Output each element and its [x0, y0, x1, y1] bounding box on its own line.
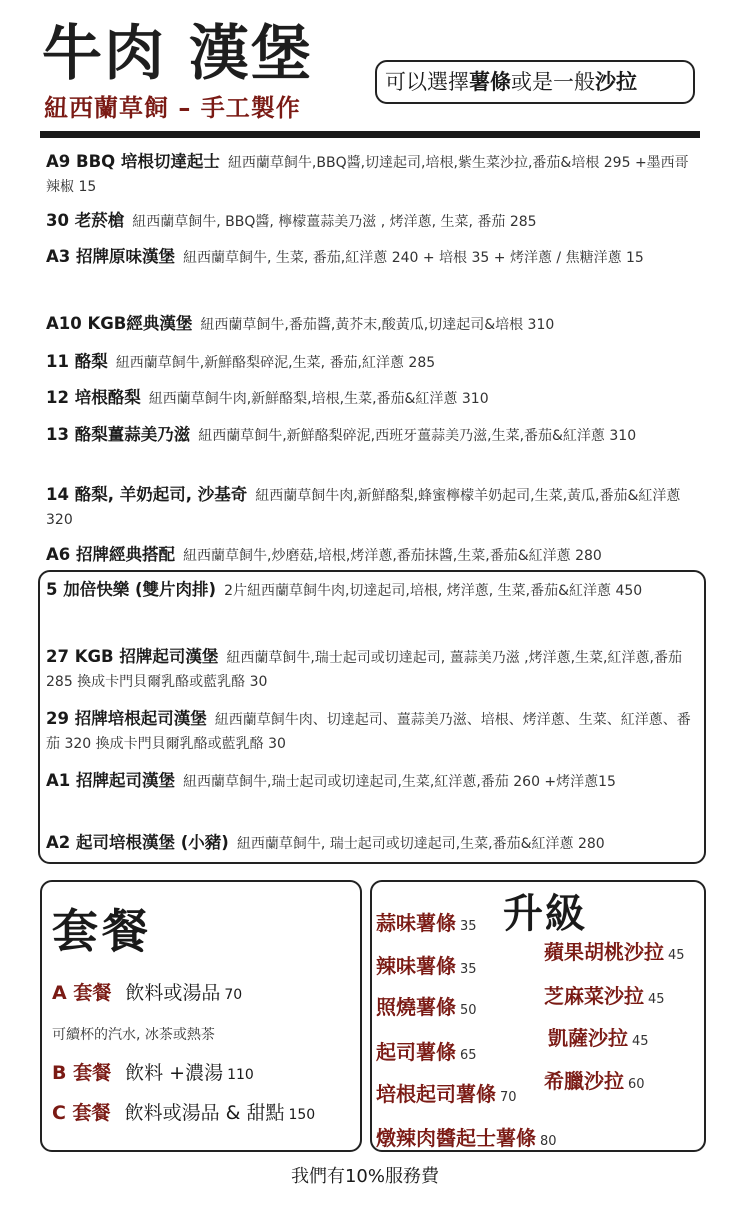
set-c-label: C 套餐: [52, 1102, 111, 1124]
option-fries: 薯條: [469, 70, 511, 94]
menu-item-desc: 紐西蘭草飼牛肉,新鮮酪梨,培根,生菜,番茄&紅洋蔥 310: [148, 391, 489, 407]
salad-name: 希臘沙拉: [544, 1069, 624, 1093]
menu-item-desc: 紐西蘭草飼牛肉,新鮮酪梨,蜂蜜檸檬羊奶起司,生菜,黃瓜,番茄&紅洋蔥 320: [46, 488, 681, 528]
menu-item-desc: 2片紐西蘭草飼牛肉,切達起司,培根, 烤洋蔥, 生菜,番茄&紅洋蔥 450: [224, 583, 643, 599]
fries-name: 辣味薯條: [376, 954, 456, 978]
set-a-label: A 套餐: [52, 982, 112, 1004]
menu-item: [46, 543, 696, 568]
menu-item-desc: 紐西蘭草飼牛, 生菜, 番茄,紅洋蔥 240 + 培根 35 + 烤洋蔥 / 焦糖洋蔥 15: [183, 250, 644, 266]
menu-item-name: A9 BBQ 培根切達起士: [46, 152, 220, 171]
set-c-price: 150: [288, 1107, 316, 1123]
menu-item-desc: 紐西蘭草飼牛,BBQ醬,切達起司,培根,紫生菜沙拉,番茄&培根 295 +墨西哥辣椒 15: [46, 155, 689, 195]
menu-item: [46, 769, 696, 794]
fries-item: [376, 991, 477, 1020]
menu-item-desc: 紐西蘭草飼牛,炒磨菇,培根,烤洋蔥,番茄抹醬,生菜,番茄&紅洋蔥 280: [183, 548, 602, 564]
menu-item-desc: 紐西蘭草飼牛,番茄醬,黃芥末,酸黃瓜,切達起司&培根 310: [200, 317, 555, 333]
salad-name: 蘋果胡桃沙拉: [544, 940, 664, 964]
set-refill-note: 可續杯的汽水, 冰茶或熱茶: [52, 1027, 215, 1043]
fries-item: [376, 950, 477, 979]
fries-name: 照燒薯條: [376, 995, 456, 1019]
salad-item: [544, 1065, 645, 1094]
salad-item: [548, 1022, 649, 1051]
set-a-row: [52, 978, 242, 1005]
menu-item: [46, 423, 696, 448]
menu-item-name: A3 招牌原味漢堡: [46, 247, 175, 266]
fries-price: 35: [460, 919, 477, 934]
set-b-row: [52, 1058, 254, 1085]
set-a-price: 70: [224, 987, 243, 1003]
salad-price: 60: [628, 1077, 645, 1092]
salad-item: [544, 980, 665, 1009]
menu-item: [46, 578, 696, 603]
menu-item-name: 5 加倍快樂 (雙片肉排): [46, 580, 217, 599]
menu-item-name: A2 起司培根漢堡 (小豬): [46, 833, 229, 852]
fries-item: [376, 1036, 477, 1065]
menu-item: [46, 350, 696, 375]
fries-name: 起司薯條: [376, 1040, 456, 1064]
side-option-note: [375, 60, 695, 104]
menu-item: [46, 386, 696, 411]
menu-item: [46, 483, 696, 532]
menu-item: [46, 831, 696, 856]
menu-item-desc: 紐西蘭草飼牛,瑞士起司或切達起司, 薑蒜美乃滋 ,烤洋蔥,生菜,紅洋蔥,番茄 285 換成卡門貝爾乳酪或藍乳酪 30: [46, 650, 682, 690]
menu-item-name: 12 培根酪梨: [46, 388, 141, 407]
menu-item-desc: 紐西蘭草飼牛, BBQ醬, 檸檬薑蒜美乃滋 , 烤洋蔥, 生菜, 番茄 285: [132, 214, 537, 230]
menu-item-desc: 紐西蘭草飼牛,新鮮酪梨碎泥,生菜, 番茄,紅洋蔥 285: [115, 355, 436, 371]
menu-item: [46, 209, 696, 234]
set-c-row: [52, 1098, 315, 1125]
fries-price: 80: [540, 1134, 557, 1149]
salad-item: [544, 936, 685, 965]
fries-name: 培根起司薯條: [376, 1082, 496, 1106]
menu-item-desc: 紐西蘭草飼牛,瑞士起司或切達起司,生菜,紅洋蔥,番茄 260 +烤洋蔥15: [183, 774, 616, 790]
option-prefix: 可以選擇: [385, 70, 469, 94]
menu-item-name: 27 KGB 招牌起司漢堡: [46, 647, 219, 666]
menu-item: [46, 150, 696, 199]
menu-item-name: A1 招牌起司漢堡: [46, 771, 175, 790]
fries-price: 65: [460, 1048, 477, 1063]
menu-item: [46, 645, 696, 694]
salad-price: 45: [668, 948, 685, 963]
salad-name: 芝麻菜沙拉: [544, 984, 644, 1008]
menu-item-name: 29 招牌培根起司漢堡: [46, 709, 207, 728]
option-salad: 沙拉: [595, 70, 637, 94]
menu-item-name: 30 老菸槍: [46, 211, 125, 230]
fries-name: 燉辣肉醬起士薯條: [376, 1126, 536, 1150]
menu-item: [46, 312, 696, 337]
fries-name: 蒜味薯條: [376, 911, 456, 935]
set-b-label: B 套餐: [52, 1062, 112, 1084]
page-title: 牛肉 漢堡: [42, 19, 313, 89]
menu-item-desc: 紐西蘭草飼牛, 瑞士起司或切達起司,生菜,番茄&紅洋蔥 280: [236, 836, 605, 852]
fries-item: [376, 1122, 557, 1151]
salad-price: 45: [632, 1034, 649, 1049]
page-subtitle: 紐西蘭草飼 – 手工製作: [44, 94, 301, 122]
menu-item-desc: 紐西蘭草飼牛肉、切達起司、薑蒜美乃滋、培根、烤洋蔥、生菜、紅洋蔥、番茄 320 換成卡門貝爾乳酪或藍乳酪 30: [46, 712, 691, 752]
header-divider: [40, 131, 700, 138]
menu-item-name: 14 酪梨, 羊奶起司, 沙基奇: [46, 485, 248, 504]
upgrade-title: 升級: [503, 891, 587, 937]
salad-price: 45: [648, 992, 665, 1007]
menu-item-name: A6 招牌經典搭配: [46, 545, 175, 564]
fries-price: 70: [500, 1090, 517, 1105]
menu-item: [46, 245, 696, 270]
set-meal-title: 套餐: [52, 904, 152, 958]
menu-item-desc: 紐西蘭草飼牛,新鮮酪梨碎泥,西班牙薑蒜美乃滋,生菜,番茄&紅洋蔥 310: [198, 428, 637, 444]
salad-name: 凱薩沙拉: [548, 1026, 628, 1050]
fries-price: 50: [460, 1003, 477, 1018]
set-a-text: 飲料或湯品: [125, 982, 221, 1004]
set-b-text: 飲料 +濃湯: [125, 1062, 224, 1084]
service-charge-note: 我們有10%服務費: [290, 1166, 439, 1187]
menu-item-name: 13 酪梨薑蒜美乃滋: [46, 425, 191, 444]
menu-item-name: 11 酪梨: [46, 352, 108, 371]
fries-price: 35: [460, 962, 477, 977]
set-b-price: 110: [227, 1067, 254, 1083]
menu-item-name: A10 KGB經典漢堡: [46, 314, 193, 333]
menu-item: [46, 707, 696, 756]
option-mid: 或是一般: [511, 70, 595, 94]
fries-item: [376, 1078, 517, 1107]
fries-item: [376, 907, 477, 936]
set-c-text: 飲料或湯品 & 甜點: [124, 1102, 285, 1124]
